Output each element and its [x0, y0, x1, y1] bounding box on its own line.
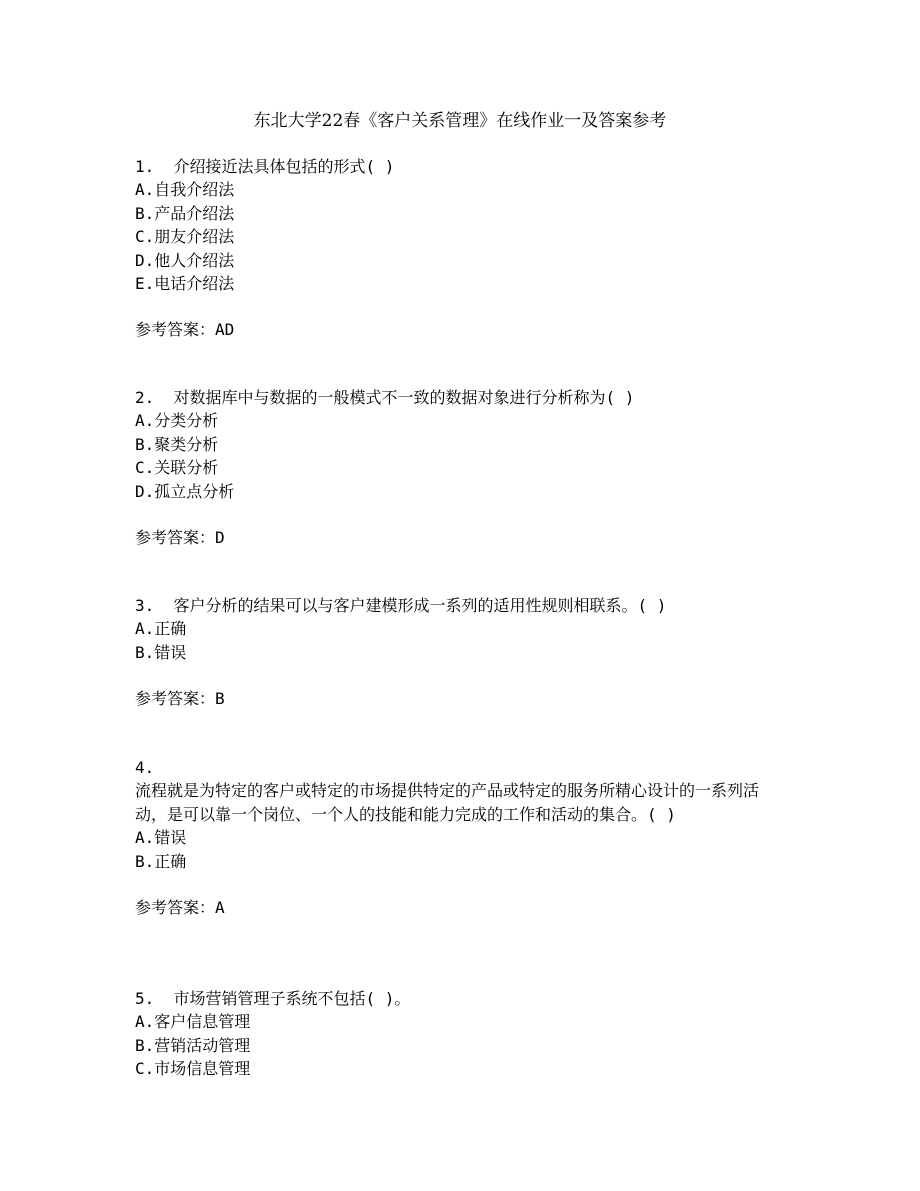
option-c: C.朋友介绍法	[135, 227, 235, 247]
question-number: 4.	[135, 758, 155, 777]
question-stem: 1. 介绍接近法具体包括的形式( )	[135, 157, 395, 176]
option-b: B.营销活动管理	[135, 1035, 251, 1055]
option-b: B.产品介绍法	[135, 203, 235, 223]
option-c: C.市场信息管理	[135, 1059, 251, 1079]
question-1	[135, 155, 790, 342]
option-e: E.电话介绍法	[135, 274, 235, 294]
option-a: A.自我介绍法	[135, 180, 235, 200]
option-a: A.客户信息管理	[135, 1012, 251, 1032]
question-3	[135, 594, 790, 711]
option-a: A.分类分析	[135, 411, 219, 431]
question-stem: 2. 对数据库中与数据的一般模式不一致的数据对象进行分析称为( )	[135, 388, 635, 407]
option-a: A.正确	[135, 619, 187, 639]
option-c: C.关联分析	[135, 458, 219, 478]
question-2	[135, 386, 790, 549]
option-b: B.错误	[135, 642, 187, 662]
option-b: B.聚类分析	[135, 434, 219, 454]
answer-reference: 参考答案：AD	[135, 320, 235, 340]
answer-reference: 参考答案：B	[135, 689, 225, 709]
answer-reference: 参考答案：A	[135, 898, 225, 918]
question-stem: 流程就是为特定的客户或特定的市场提供特定的产品或特定的服务所精心设计的一系列活动，是可以靠一个岗位、一个人的技能和能力完成的工作和活动的集合。( )	[135, 781, 760, 824]
document-title: 东北大学22春《客户关系管理》在线作业一及答案参考	[253, 111, 667, 131]
question-5	[135, 987, 790, 1081]
question-stem: 3. 客户分析的结果可以与客户建模形成一系列的适用性规则相联系。( )	[135, 596, 667, 615]
option-d: D.他人介绍法	[135, 250, 235, 270]
option-d: D.孤立点分析	[135, 481, 235, 501]
question-stem: 5. 市场营销管理子系统不包括( )。	[135, 989, 411, 1008]
option-a: A.错误	[135, 828, 187, 848]
option-b: B.正确	[135, 851, 187, 871]
question-4	[135, 756, 790, 919]
answer-reference: 参考答案：D	[135, 528, 225, 548]
